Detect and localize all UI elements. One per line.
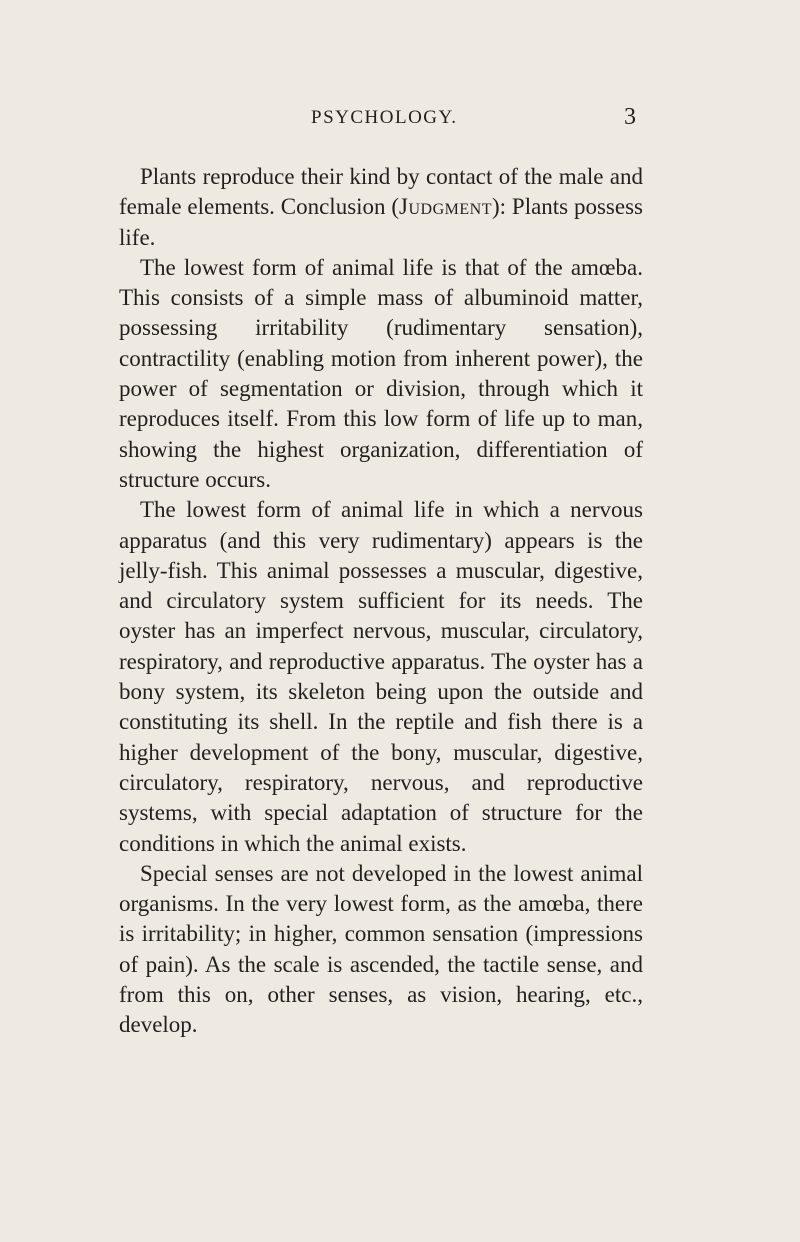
body-text: [119, 162, 643, 1041]
running-title: PSYCHOLOGY.: [311, 107, 458, 128]
paragraph-3: The lowest form of animal life in which a nervous apparatus (and this very rudimentary) appears is the jelly-fish. This animal possesses a muscular, digestive, and circulatory system sufficient for its needs. The oyster has an imperfect nervous, muscular, circulatory, respiratory, and reproductive apparatus. The oyster has a bony system, its skeleton being upon the outside and constituting its shell. In the reptile and fish there is a higher development of the bony, muscular, digestive, circulatory, respiratory, nervous, and reproductive systems, with special adaptation of structure for the conditions in which the animal exists.: [119, 497, 643, 856]
paragraph-4: Special senses are not developed in the lowest animal organisms. In the very lowest form, as the amœba, there is irritability; in higher, common sensation (impressions of pain). As the scale is ascended, the tactile sense, and from this on, other senses, as vision, hearing, etc., develop.: [119, 860, 643, 1038]
page-number: 3: [624, 104, 636, 130]
paragraph-1-text-after: ): Plants possess life.: [119, 194, 643, 250]
running-head: [0, 104, 800, 137]
paragraph-1-text-before: Plants reproduce their kind by contact of the male and female elements. Conclusion (: [119, 164, 643, 220]
judgment-small-caps: Judgment: [399, 194, 492, 220]
paragraph-2: The lowest form of animal life is that of the amœba. This consists of a simple mass of albuminoid matter, possessing irritability (rudimentary sensation), contractility (enabling motion from inherent power), the power of segmentation or division, through which it reproduces itself. From this low form of life up to man, showing the highest organization, differentiation of structure occurs.: [119, 254, 643, 492]
paragraph-1: [119, 162, 643, 253]
